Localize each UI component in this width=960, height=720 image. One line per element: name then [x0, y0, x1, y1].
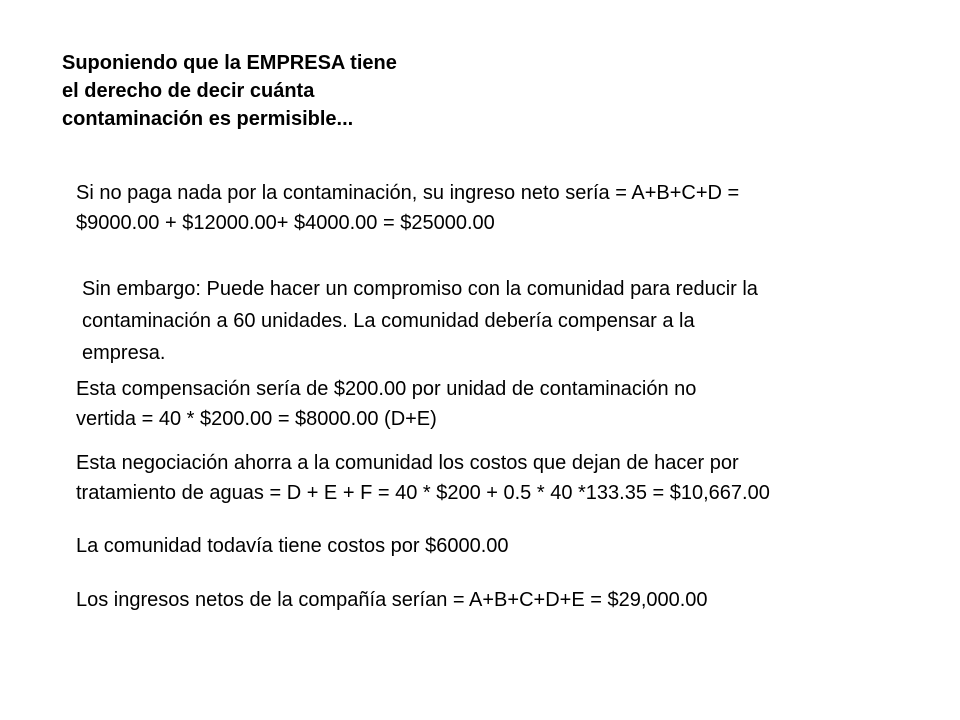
community-costs-paragraph [76, 531, 509, 561]
paragraph-line: vertida = 40 * $200.00 = $8000.00 (D+E) [76, 408, 437, 430]
slide-title-line: el derecho de decir cuánta [62, 80, 315, 102]
paragraph-line: empresa. [82, 342, 166, 364]
paragraph-line: $9000.00 + $12000.00+ $4000.00 = $25000.00 [76, 212, 495, 234]
paragraph-line: Sin embargo: Puede hacer un compromiso con la comunidad para reducir la [82, 278, 758, 300]
paragraph-line: La comunidad todavía tiene costos por $6000.00 [76, 535, 509, 557]
paragraph-line: Esta negociación ahorra a la comunidad los costos que dejan de hacer por [76, 452, 739, 474]
paragraph-line: Si no paga nada por la contaminación, su ingreso neto sería = A+B+C+D = [76, 182, 740, 204]
net-income-no-payment-paragraph [76, 178, 739, 238]
however-commitment-paragraph [82, 273, 758, 369]
compensation-paragraph [76, 374, 696, 434]
paragraph-line: Los ingresos netos de la compañía serían = A+B+C+D+E = $29,000.00 [76, 589, 708, 611]
paragraph-line: contaminación a 60 unidades. La comunidad debería compensar a la [82, 310, 695, 332]
slide-title-line: Suponiendo que la EMPRESA tiene [62, 52, 397, 74]
paragraph-line: Esta compensación sería de $200.00 por unidad de contaminación no [76, 378, 697, 400]
negotiation-savings-paragraph [76, 448, 770, 508]
slide-title-line: contaminación es permisible... [62, 108, 354, 130]
company-net-income-paragraph [76, 585, 708, 615]
paragraph-line: tratamiento de aguas = D + E + F = 40 * $200 + 0.5 * 40 *133.35 = $10,667.00 [76, 482, 770, 504]
slide-title [62, 49, 502, 133]
